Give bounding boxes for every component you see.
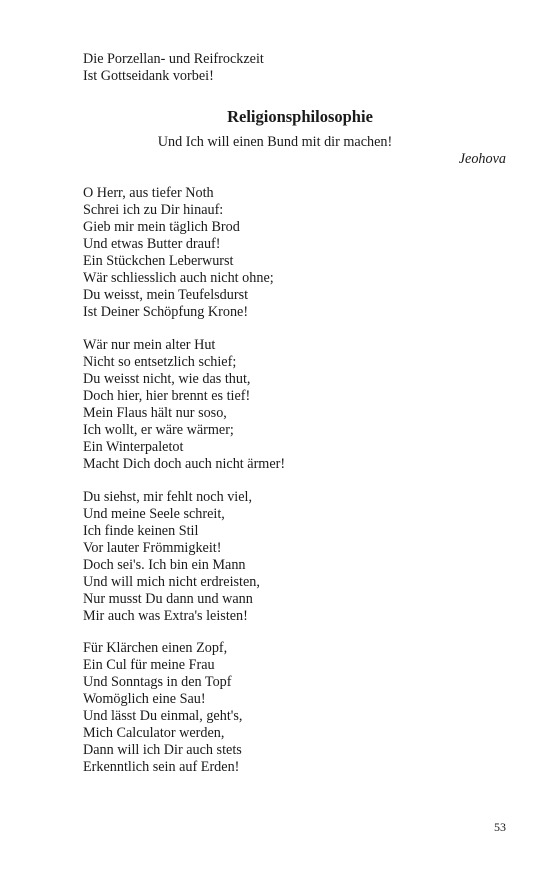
verse-line: Wär nur mein alter Hut <box>83 337 216 353</box>
verse-line: Womöglich eine Sau! <box>83 691 206 707</box>
verse-line: Und will mich nicht erdreisten, <box>83 574 260 590</box>
verse-line: Gieb mir mein täglich Brod <box>83 219 240 235</box>
verse-line: Und meine Seele schreit, <box>83 506 225 522</box>
verse-line: Du siehst, mir fehlt noch viel, <box>83 489 253 505</box>
verse-line: Du weisst nicht, wie das thut, <box>83 371 251 387</box>
verse-line: Macht Dich doch auch nicht ärmer! <box>83 456 286 472</box>
verse-line: Ich wollt, er wäre wärmer; <box>83 422 234 438</box>
page-number: 53 <box>494 820 506 834</box>
verse-line: Vor lauter Frömmigkeit! <box>83 540 222 556</box>
verse-line: Und lässt Du einmal, geht's, <box>83 708 243 724</box>
poem-title: Religionsphilosophie <box>227 107 373 126</box>
intro-line: Die Porzellan- und Reifrockzeit <box>83 51 264 67</box>
verse-line: Ein Stückchen Leberwurst <box>83 253 234 269</box>
epigraph-attribution: Jeohova <box>458 151 506 167</box>
verse-line: Nur musst Du dann und wann <box>83 591 253 607</box>
verse-line: Schrei ich zu Dir hinauf: <box>83 202 224 218</box>
verse-line: O Herr, aus tiefer Noth <box>83 185 214 201</box>
verse-line: Und etwas Butter drauf! <box>83 236 221 252</box>
verse-line: Mir auch was Extra's leisten! <box>83 608 248 624</box>
verse-line: Mein Flaus hält nur soso, <box>83 405 227 421</box>
verse-line: Du weisst, mein Teufelsdurst <box>83 287 249 303</box>
verse-line: Und Sonntags in den Topf <box>83 674 232 690</box>
verse-line: Doch sei's. Ich bin ein Mann <box>83 557 246 573</box>
verse-line: Ich finde keinen Stil <box>83 523 199 539</box>
verse-line: Erkenntlich sein auf Erden! <box>83 759 240 775</box>
verse-line: Ein Winterpaletot <box>83 439 184 455</box>
intro-line: Ist Gottseidank vorbei! <box>83 68 214 84</box>
verse-line: Ein Cul für meine Frau <box>83 657 215 673</box>
verse-line: Nicht so entsetzlich schief; <box>83 354 237 370</box>
verse-line: Wär schliesslich auch nicht ohne; <box>83 270 274 286</box>
verse-line: Mich Calculator werden, <box>83 725 225 741</box>
verse-line: Dann will ich Dir auch stets <box>83 742 242 758</box>
verse-line: Doch hier, hier brennt es tief! <box>83 388 251 404</box>
verse-line: Ist Deiner Schöpfung Krone! <box>83 304 249 320</box>
verse-line: Für Klärchen einen Zopf, <box>83 640 228 656</box>
poem-epigraph: Und Ich will einen Bund mit dir machen! <box>157 134 393 150</box>
